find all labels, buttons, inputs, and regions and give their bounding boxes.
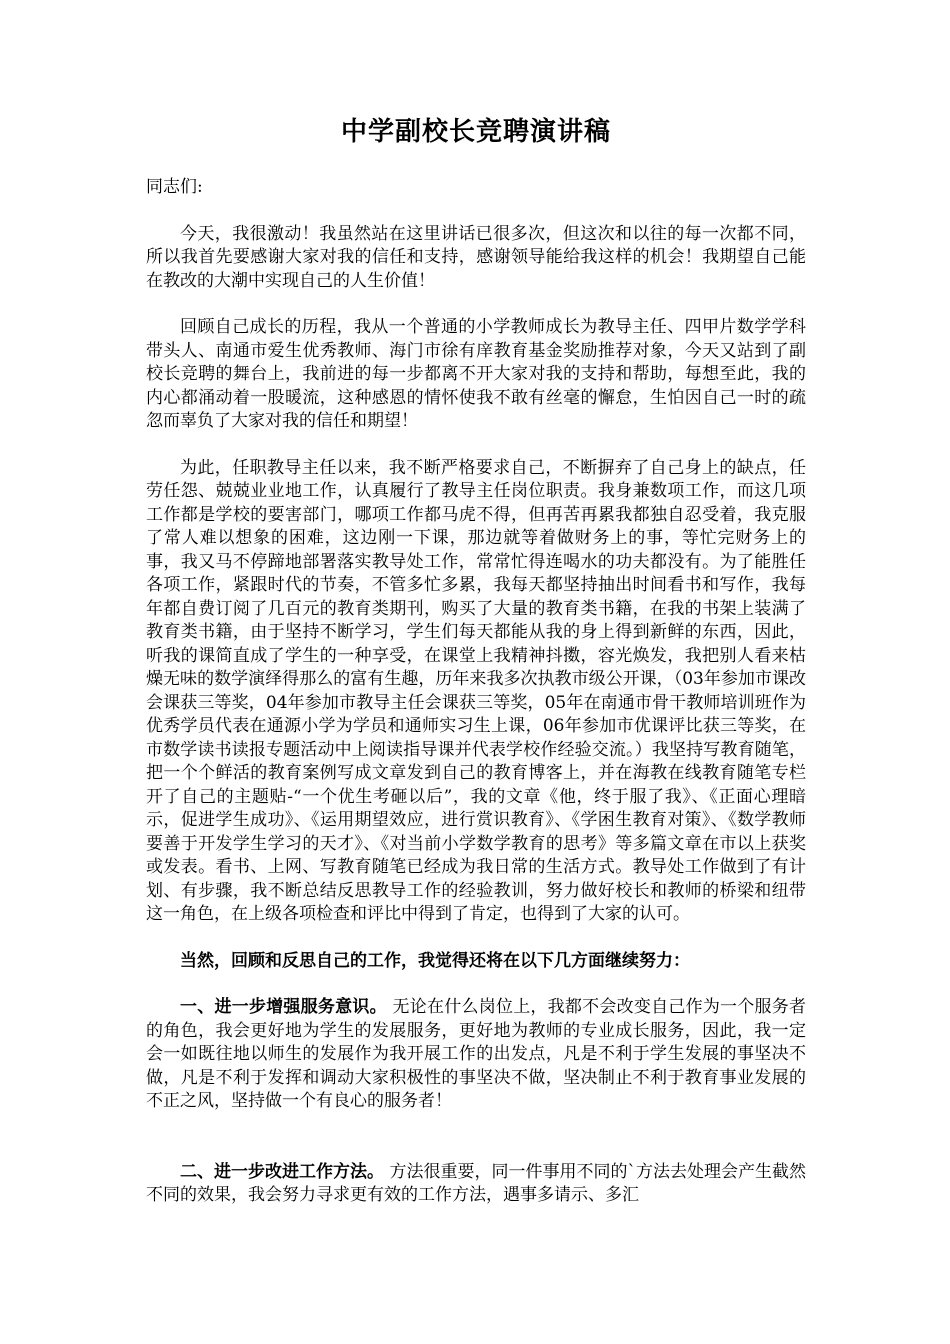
point-two-heading: 二、进一步改进工作方法。	[180, 1161, 385, 1182]
document-title: 中学副校长竞聘演讲稿	[340, 117, 611, 147]
point-one-heading: 一、进一步增强服务意识。	[180, 997, 387, 1017]
point-two-body: 方法很重要，同一件事用不同的`方法去处理会产生截然不同的效果，我会努力寻求更有效的工作方法，遇事多请示、多汇	[146, 1161, 806, 1205]
point-two	[146, 1161, 806, 1208]
paragraph-opening: 今天，我很激动！我虽然站在这里讲话已很多次，但这次和以往的每一次都不同，所以我首先要感谢大家对我的信任和支持，感谢领导能给我这样的机会！我期望自己能在教改的大潮中实现自己的人生价值！	[146, 223, 806, 291]
paragraph-work: 为此，任职教导主任以来，我不断严格要求自己，不断摒弃了自己身上的缺点，任劳任怨、兢兢业业地工作，认真履行了教导主任岗位职责。我身兼数项工作，而这几项工作都是学校的要害部门，哪项工作都马虎不得，但再苦再累我都独自忍受着，我克服了常人难以想象的困难，这边刚一下课，那边就等着做财务上的事，等忙完财务上的事，我又马不停蹄地部署落实教导处工作，常常忙得连喝水的功夫都没有。为了能胜任各项工作，紧跟时代的节奏，不管多忙多累，我每天都坚持抽出时间看书和写作，我每年都自费订阅了几百元的教育类期刊，购买了大量的教育类书籍，在我的书架上装满了教育类书籍，由于坚持不断学习，学生们每天都能从我的身上得到新鲜的东西，因此，听我的课简直成了学生的一种享受，在课堂上我精神抖擞，容光焕发，我把别人看来枯燥无味的数学演绎得那么的富有生趣，历年来我多次执教市级公开课，（03年参加市课改会课获三等奖，04年参加市教导主任会课获三等奖，05年在南通市骨干教师培训班作为优秀学员代表在通源小学为学员和通师实习生上课，06年参加市优课评比获三等奖，在市数学读书读报专题活动中上阅读指导课并代表学校作经验交流。）我坚持写教育随笔，把一个个鲜活的教育案例写成文章发到自己的教育博客上，并在海教在线教育随笔专栏开了自己的主题贴-“一个优生考砸以后”，我的文章《他，终于服了我》、《正面心理暗示，促进学生成功》、《运用期望效应，进行赏识教育》、《学困生教育对策》、《数学教师要善于开发学生学习的天才》、《对当前小学数学教育的思考》等多篇文章在市以上获奖或发表。看书、上网、写教育随笔已经成为我日常的生活方式。教导处工作做到了有计划、有步骤，我不断总结反思教导工作的经验教训，努力做好校长和教师的桥梁和纽带这一角色，在上级各项检查和评比中得到了肯定，也得到了大家的认可。	[146, 457, 806, 924]
point-one-body: 无论在什么岗位上，我都不会改变自己作为一个服务者的角色，我会更好地为学生的发展服务，更好地为教师的专业成长服务，因此，我一定会一如既往地以师生的发展作为我开展工作的出发点，凡是不利于学生发展的事坚决不做，凡是不利于发挥和调动大家积极性的事坚决不做，坚决制止不利于教育事业发展的不正之风，坚持做一个有良心的服务者！	[146, 997, 807, 1111]
paragraph-review: 回顾自己成长的历程，我从一个普通的小学教师成长为教导主任、四甲片数学学科带头人、南通市爱生优秀教师、海门市徐有庠教育基金奖励推荐对象，今天又站到了副校长竞聘的舞台上，我前进的每一步都离不开大家对我的支持和帮助，每想至此，我的内心都涌动着一股暖流，这种感恩的情怀使我不敢有丝毫的懈怠，生怕因自己一时的疏忽而辜负了大家对我的信任和期望！	[146, 317, 806, 431]
point-one	[146, 996, 806, 1114]
salutation: 同志们:	[146, 177, 203, 197]
document-page	[146, 112, 806, 1208]
transition-heading: 当然，回顾和反思自己的工作，我觉得还将在以下几方面继续努力：	[180, 950, 690, 971]
